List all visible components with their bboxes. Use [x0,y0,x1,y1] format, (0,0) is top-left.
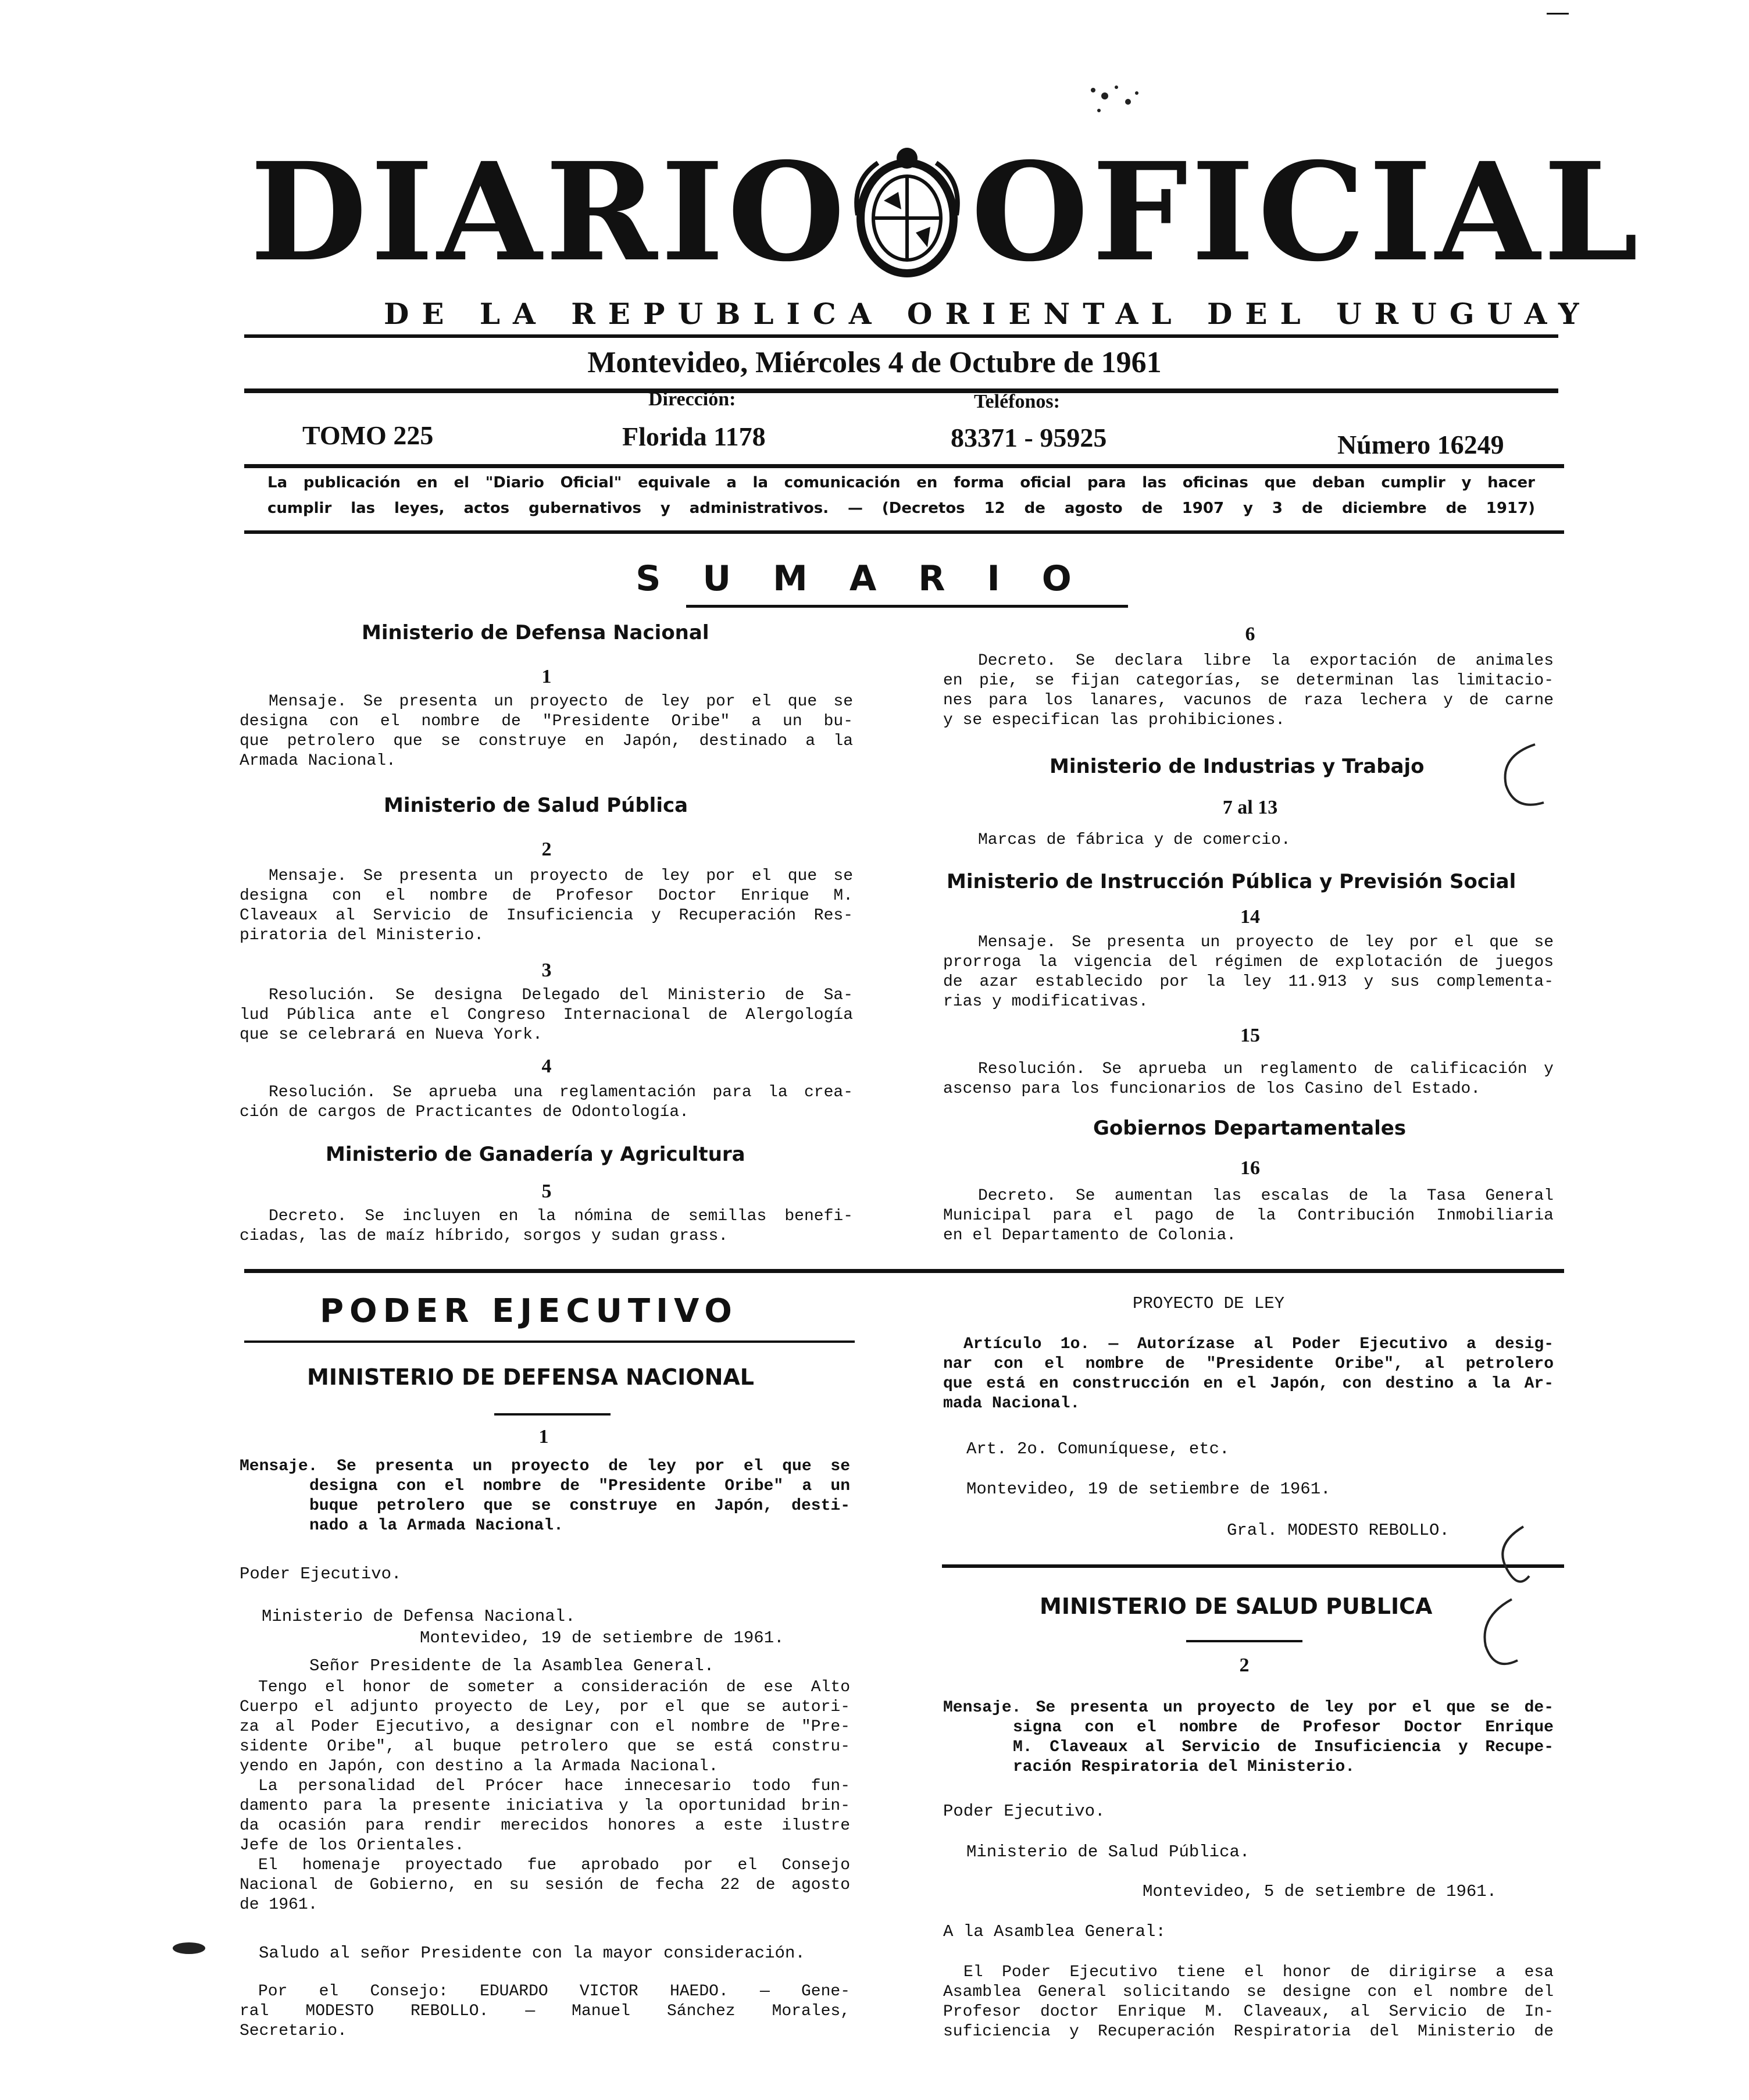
text-line: M. Claveaux al Servicio de Insuficiencia y Recupe- [1013,1738,1554,1756]
item-number: 2 [1239,1655,1250,1676]
rule [244,530,1564,534]
masthead-title-left: DIARIO [250,133,849,291]
proyecto-firma: Gral. MODESTO REBOLLO. [1227,1521,1450,1540]
proyecto-fecha: Montevideo, 19 de setiembre de 1961. [966,1479,1331,1499]
text-line: sidente Oribe", al buque petrolero que se está constru- [240,1738,850,1756]
proyecto-art1 [943,1335,1554,1414]
text-line: damento para la presente iniciativa y la oportunidad brin- [240,1797,850,1815]
text-line: La personalidad del Prócer hace innecesario todo fun- [258,1777,850,1795]
sumario-item-5 [240,1207,853,1246]
text-line: piratoria del Ministerio. [240,926,484,944]
salutation-line: Señor Presidente de la Asamblea General. [309,1656,715,1675]
text-line: Municipal para el pago de la Contribución Inmobiliaria [943,1207,1554,1225]
direccion-value: Florida 1178 [622,422,766,451]
proyecto-title: PROYECTO DE LEY [1133,1294,1285,1313]
poder-firma [240,1982,850,2041]
poder-ejecutivo-title: PODER EJECUTIVO [320,1292,738,1330]
text-line: designa con el nombre de "Presidente Oribe" a un bu- [240,712,853,730]
sumario-title: SUMARIO [636,558,1113,599]
text-line: nar con el nombre de "Presidente Oribe", al petrolero [943,1355,1554,1373]
item-number: 3 [541,960,552,981]
text-line: de 1961. [240,1896,318,1914]
salud-body [943,1963,1554,2042]
text-line: designa con el nombre de Profesor Doctor Enrique M. [240,887,853,905]
text-line: que se celebrará en Nueva York. [240,1026,542,1044]
coat-of-arms-seal [843,145,971,279]
handwritten-mark [1471,1593,1535,1675]
text-line: suficiencia y Recuperación Respiratoria del Ministerio de [943,2023,1554,2041]
text-line: Marcas de fábrica y de comercio. [978,831,1291,849]
ministry-heading: Ministerio de Instrucción Pública y Previsión Social [947,870,1516,893]
text-line: designa con el nombre de "Presidente Oribe" a un [309,1477,850,1495]
sumario-item-6 [943,651,1554,730]
issue-number: Número 16249 [1337,430,1504,459]
item-number: 6 [1245,623,1255,645]
scan-speckle [1081,79,1151,125]
salud-fecha: Montevideo, 5 de setiembre de 1961. [1143,1882,1497,1901]
text-line: nes para los lanares, vacunos de raza lechera y de carne [943,691,1554,709]
sumario-item-7 [978,830,1501,850]
sumario-item-14 [943,933,1554,1012]
rule [244,464,1564,468]
sumario-item-4 [240,1083,853,1122]
poder-body [240,1678,850,1915]
telefonos-value: 83371 - 95925 [951,423,1107,452]
text-line: signa con el nombre de Profesor Doctor Enrique [1013,1718,1554,1737]
text-line: de azar establecido por la ley 11.913 y sus complementa- [943,973,1554,991]
text-line: Armada Nacional. [240,752,396,770]
sumario-item-3 [240,986,853,1045]
text-line: Decreto. Se incluyen en la nómina de semillas benefi- [269,1207,853,1225]
item-number: 2 [541,839,552,860]
rule [244,1269,1564,1273]
text-line: yendo en Japón, con destino a la Armada Nacional. [240,1757,719,1775]
scan-speckle [169,1937,209,1960]
ministry-heading: Ministerio de Industrias y Trabajo [1050,755,1425,778]
rule [244,388,1558,393]
salud-asamblea: A la Asamblea General: [943,1922,1166,1941]
ministry-heading: Ministerio de Salud Pública [384,794,688,817]
text-line: El homenaje proyectado fue aprobado por el Consejo [258,1856,850,1874]
rule [1186,1640,1302,1642]
poder-ejecutivo-line: Poder Ejecutivo. [240,1564,402,1584]
proyecto-art2: Art. 2o. Comuníquese, etc. [966,1439,1230,1459]
text-line: za al Poder Ejecutivo, a designar con el nombre de "Pre- [240,1718,850,1736]
poder-mensaje [240,1457,850,1536]
item-number: 7 al 13 [1222,797,1278,818]
sumario-item-1 [240,692,853,771]
direccion-label: Dirección: [648,388,736,410]
rule [244,1340,855,1343]
item-number: 5 [541,1181,552,1202]
legal-notice [267,470,1535,521]
ministry-heading: Ministerio de Defensa Nacional [362,621,709,644]
text-line: y se especifican las prohibiciones. [943,711,1286,729]
text-line: mada Nacional. [943,1395,1080,1413]
rule [686,605,1128,608]
rule [244,334,1558,338]
notice-line: La publicación en el "Diario Oficial" equivale a la comunicación en forma oficial para las oficinas que deban cumplir y hacer [267,474,1535,491]
ministry-heading: Gobiernos Departamentales [1093,1117,1407,1140]
text-line: Mensaje. Se presenta un proyecto de ley por el que se [269,693,853,711]
sumario-item-2 [240,867,853,946]
text-line: Mensaje. Se presenta un proyecto de ley por el que se [240,1457,850,1475]
text-line: Claveaux al Servicio de Insuficiencia y Recuperación Res- [240,907,853,925]
text-line: que está en construcción en el Japón, con destino a la Ar- [943,1375,1554,1393]
item-number: 14 [1240,906,1260,928]
text-line: Profesor doctor Enrique M. Claveaux, al Servicio de In- [943,2003,1554,2021]
text-line: Mensaje. Se presenta un proyecto de ley por el que se [978,933,1554,951]
text-line: Resolución. Se designa Delegado del Ministerio de Sa- [269,986,853,1004]
text-line: Resolución. Se aprueba un reglamento de calificación y [978,1060,1554,1078]
text-line: El Poder Ejecutivo tiene el honor de dirigirse a esa [963,1963,1554,1981]
ministry-heading: Ministerio de Ganadería y Agricultura [326,1143,745,1166]
salud-ministerio: Ministerio de Salud Pública. [966,1842,1250,1862]
item-number: 1 [538,1426,549,1447]
text-line: prorroga la vigencia del régimen de explotación de juegos [943,953,1554,971]
saludo-line: Saludo al señor Presidente con la mayor consideración. [259,1944,805,1963]
text-line: ración Respiratoria del Ministerio. [1013,1758,1355,1776]
text-line: en el Departamento de Colonia. [943,1227,1237,1245]
text-line: rias y modificativas. [943,993,1148,1011]
item-number: 1 [541,666,552,687]
text-line: Mensaje. Se presenta un proyecto de ley por el que se de- [943,1699,1554,1717]
dateline: Montevideo, Miércoles 4 de Octubre de 1961 [587,346,1162,379]
rule [942,1564,1564,1568]
text-line: Tengo el honor de someter a consideración de ese Alto [258,1678,850,1696]
text-line: nado a la Armada Nacional. [309,1517,563,1535]
text-line: ral MODESTO REBOLLO. — Manuel Sánchez Morales, [240,2002,850,2020]
handwritten-mark [1489,1521,1541,1596]
text-line: Jefe de los Orientales. [240,1837,465,1855]
text-line: ciadas, las de maíz híbrido, sorgos y sudan grass. [240,1227,729,1245]
text-line: ción de cargos de Practicantes de Odontología. [240,1103,689,1121]
sumario-item-15 [943,1060,1554,1099]
masthead [244,133,1642,291]
fecha-line: Montevideo, 19 de setiembre de 1961. [420,1628,784,1648]
text-line: Por el Consejo: EDUARDO VICTOR HAEDO. — Gene- [258,1983,850,2001]
text-line: en pie, se fijan categorías, se determinan las limitacio- [943,672,1554,690]
text-line: lud Pública ante el Congreso Internacional de Alergología [240,1006,853,1024]
scan-mark [1547,13,1569,15]
text-line: buque petrolero que se construye en Japón, desti- [309,1497,850,1515]
ministerio-line: Ministerio de Defensa Nacional. [262,1607,576,1626]
text-line: Secretario. [240,2022,347,2040]
text-line: que petrolero que se construye en Japón, destinado a la [240,732,853,750]
text-line: Asamblea General solicitando se designe con el nombre del [943,1983,1554,2001]
text-line: da ocasión para rendir merecidos honores a este ilustre [240,1817,850,1835]
notice-line: cumplir las leyes, actos gubernativos y administrativos. — (Decretos 12 de agosto de 1907 y 3 de diciembre de 1917) [267,500,1535,517]
ministry-heading: MINISTERIO DE SALUD PUBLICA [1040,1593,1433,1619]
text-line: Decreto. Se aumentan las escalas de la Tasa General [978,1187,1554,1205]
text-line: Artículo 1o. — Autorízase al Poder Ejecutivo a desig- [963,1335,1554,1353]
salud-poder-ejecutivo: Poder Ejecutivo. [943,1802,1105,1821]
text-line: Mensaje. Se presenta un proyecto de ley por el que se [269,867,853,885]
masthead-title-right: OFICIAL [971,133,1642,291]
rule [494,1413,611,1416]
text-line: Resolución. Se aprueba una reglamentación para la crea- [269,1083,853,1101]
sumario-item-16 [943,1186,1554,1246]
text-line: Nacional de Gobierno, en su sesión de fecha 22 de agosto [240,1876,850,1894]
salud-mensaje [943,1698,1554,1777]
item-number: 16 [1240,1157,1260,1179]
text-line: Decreto. Se declara libre la exportación de animales [978,652,1554,670]
item-number: 4 [541,1056,552,1077]
tomo: TOMO 225 [302,420,434,450]
text-line: Cuerpo el adjunto proyecto de Ley, por el que se autori- [240,1698,850,1716]
handwritten-mark [1489,739,1558,814]
text-line: ascenso para los funcionarios de los Casino del Estado. [943,1080,1481,1098]
telefonos-label: Teléfonos: [974,391,1060,412]
item-number: 15 [1240,1025,1260,1046]
ministry-heading: MINISTERIO DE DEFENSA NACIONAL [307,1364,754,1390]
masthead-subtitle: DE LA REPUBLICA ORIENTAL DEL URUGUAY [384,297,1592,331]
